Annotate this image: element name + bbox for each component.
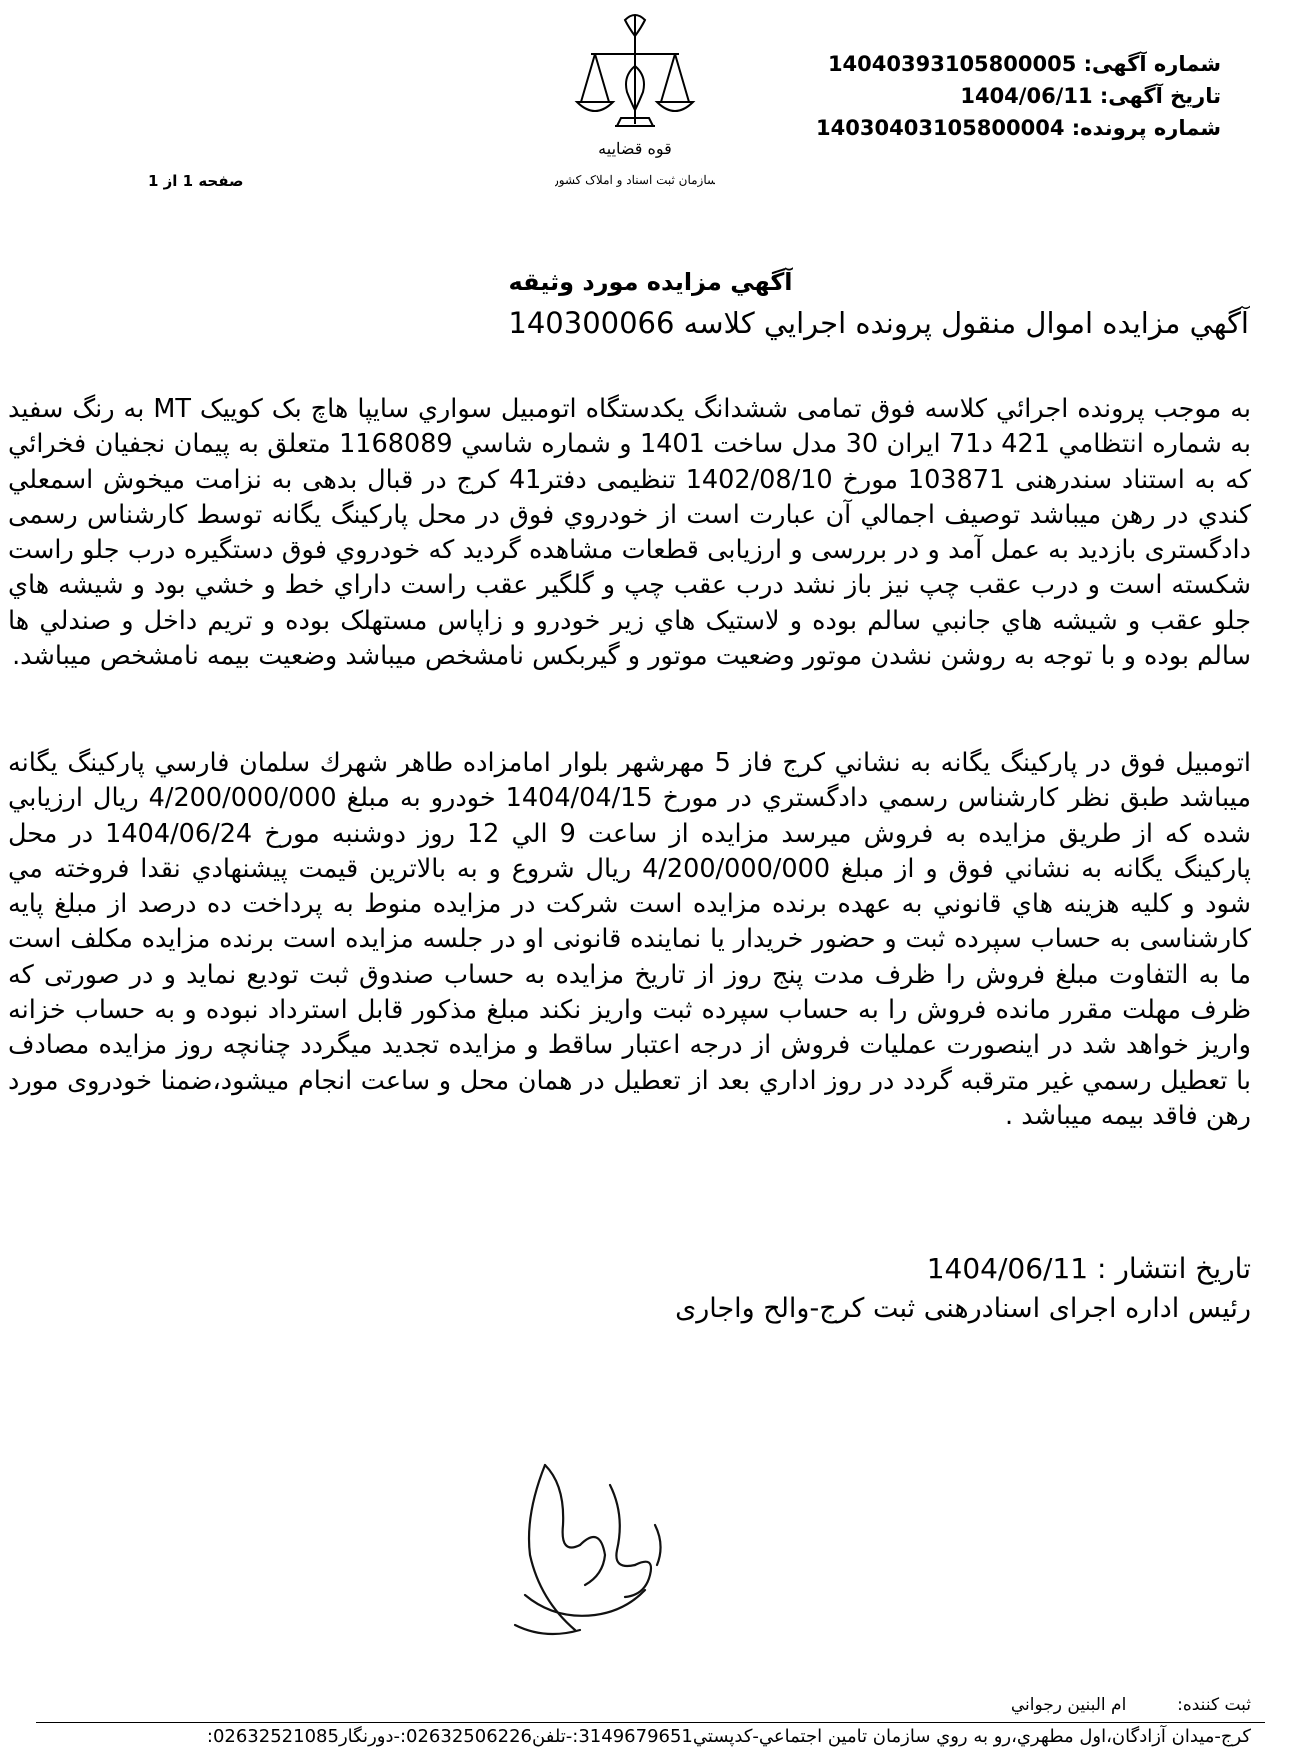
emblem-text-judiciary: قوه قضاییه — [598, 139, 672, 158]
footer-divider — [36, 1722, 1265, 1723]
registrar-name: ام البنين رجواني — [1010, 1695, 1127, 1715]
paragraph-auction-terms: اتومبيل فوق در پاركينگ يگانه به نشاني كرج فاز 5 مهرشهر بلوار امامزاده طاهر شهرك سلمان فارسي پاركينگ يگانه ميباشد طبق نظر كارشناس رسمي دادگستري در مورخ 1404/04/15 خودرو به مبلغ 4/200/000/000 ريال ارزيابي شده كه از طريق مزايده به فروش ميرسد مزايده از ساعت 9 الي 12 روز دوشنبه مورخ 1404/06/24 در محل پاركينگ يگانه به نشاني فوق و از مبلغ 4/200/000/000 ريال شروع و به بالاترين قيمت پيشنهادي نقدا فروخته مي شود و كليه هزينه هاي قانوني به عهده برنده مزايده است شرکت در مزایده منوط به پرداخت ده درصد از مبلغ پایه کارشناسی به حساب سپرده ثبت و حضور خریدار یا نماینده قانونی او در جلسه مزایده است برنده مزایده مکلف است ما به التفاوت مبلغ فروش را ظرف مدت پنج روز از تاریخ مزایده به حساب صندوق ثبت تودیع نماید و در صورتی که ظرف مهلت مقرر مانده فروش را به حساب سپرده ثبت واریز نکند مبلغ مذکور قابل استرداد نبوده و به حساب خزانه واریز خواهد شد در اینصورت عملیات فروش از درجه اعتبار ساقط و مزایده تجدید میگردد چنانچه روز مزايده مصادف با تعطيل رسمي غير مترقبه گردد در روز اداري بعد از تعطيل در همان محل و ساعت انجام ميشود،ضمنا خودروی مورد رهن فاقد بیمه میباشد . — [8, 748, 1252, 1131]
page-indicator: صفحه 1 از 1 — [148, 172, 244, 190]
notice-date-value: 1404/06/11 — [960, 84, 1093, 108]
file-number-label: شماره پرونده: — [1071, 116, 1221, 140]
notice-number-row — [828, 48, 1221, 80]
signatory-title: رئيس اداره اجرای اسنادرهنی ثبت کرج-والح واجاری — [675, 1293, 1251, 1324]
document-title: آگهي مزايده مورد وثيقه — [508, 268, 793, 296]
publication-date-row — [927, 1252, 1251, 1285]
publication-label: تاريخ انتشار : — [1097, 1252, 1251, 1285]
file-number-row — [816, 112, 1221, 144]
document-subtitle: آگهي مزايده اموال منقول پرونده اجرايي كلاسه 140300066 — [508, 306, 1249, 340]
notice-date-label: تاریخ آگهی: — [1099, 84, 1221, 108]
paragraph-vehicle-description: به موجب پرونده اجرائي كلاسه فوق تمامی ششدانگ يكدستگاه اتومبيل سواري سايپا هاچ بک کوییک MT به رنگ سفید به شماره انتظامي 421 د71 ایران 30 مدل ساخت 1401 و شماره شاسي 1168089 متعلق به پیمان نجفیان فخرائي كه به استناد سندرهنی 103871 مورخ 1402/08/10 تنظیمی دفتر41 کرج در قبال بدهی به نزامت ميخوش اسمعلي كندي در رهن ميباشد توصيف اجمالي آن عبارت است از خودروي فوق در محل پارکینگ یگانه توسط کارشناس رسمی دادگستری بازدید به عمل آمد و در بررسی و ارزیابی قطعات مشاهده گرديد كه خودروي فوق دستگيره درب جلو راست شكسته است و درب عقب چپ نيز باز نشد درب عقب چپ و گلگير عقب راست داراي خط و خشي بود و شيشه هاي جلو عقب و شيشه هاي جانبي سالم بوده و لاستيک هاي زير خودرو و زاپاس مستهلک بوده و تريم داخل و صندلي ها سالم بوده و با توجه به روشن نشدن موتور وضعيت موتور و گيربكس نامشخص ميباشد وضعيت بيمه نامشخص ميباشد. — [8, 394, 1252, 672]
publication-date: 1404/06/11 — [926, 1252, 1089, 1285]
emblem-text-registry: سازمان ثبت اسناد و املاک کشور — [555, 173, 715, 187]
notice-number-label: شماره آگهی: — [1083, 52, 1221, 76]
registrar-row — [1011, 1695, 1251, 1715]
file-number-value: 14030403105800004 — [816, 116, 1065, 140]
footer-address: كرج-ميدان آزادگان،اول مطهري،رو به روي سازمان تامين اجتماعي-كدپستي3149679651:-تلفن02632506226:-دورنگار02632521085: — [206, 1726, 1251, 1747]
handwritten-signature — [485, 1425, 715, 1650]
notice-date-row — [960, 80, 1221, 112]
registrar-label: ثبت كننده: — [1177, 1695, 1251, 1715]
judiciary-emblem-logo — [555, 6, 715, 216]
notice-number-value: 14040393105800005 — [827, 52, 1077, 76]
